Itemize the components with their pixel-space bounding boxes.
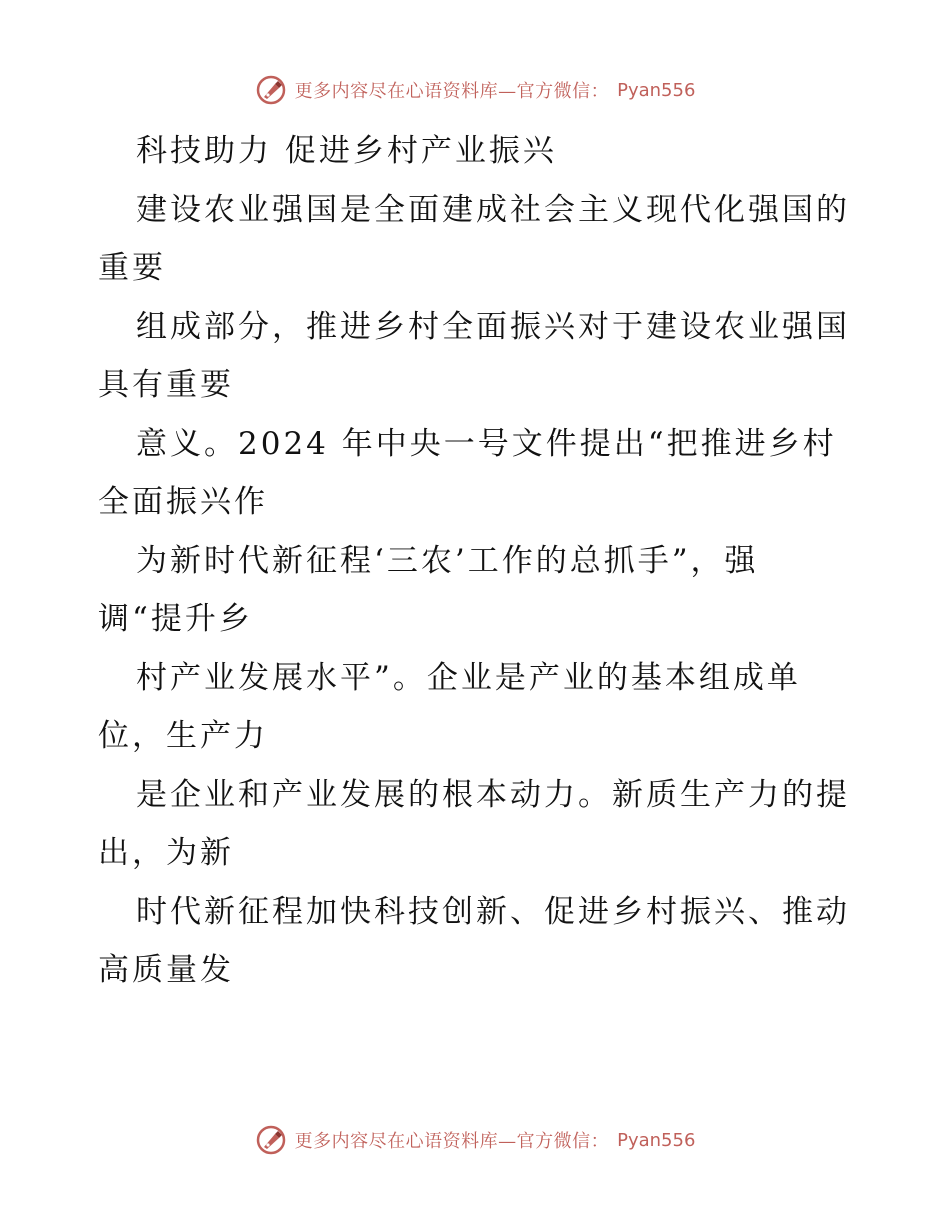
header-watermark xyxy=(0,70,950,110)
pen-nib-seal-icon xyxy=(255,1124,287,1156)
paragraph-line: 时代新征程加快科技创新、促进乡村振兴、推动 xyxy=(136,893,850,930)
paragraph-line: 村产业发展水平”。企业是产业的基本组成单 xyxy=(136,659,801,696)
paragraph-line: 位，生产力 xyxy=(98,718,268,754)
footer-watermark xyxy=(0,1120,950,1160)
paragraph-line: 是企业和产业发展的根本动力。新质生产力的提 xyxy=(136,776,850,813)
watermark-account: Pyan556 xyxy=(617,79,696,101)
paragraph-line: 调“提升乡 xyxy=(98,601,253,637)
paragraph-line: 建设农业强国是全面建成社会主义现代化强国的 xyxy=(136,191,850,228)
paragraph-line: 具有重要 xyxy=(98,367,234,403)
watermark-account: Pyan556 xyxy=(617,1129,696,1151)
watermark-text: 更多内容尽在心语资料库—官方微信： xyxy=(294,81,610,102)
paragraph-line: 全面振兴作 xyxy=(98,484,268,520)
paragraph-line: 出，为新 xyxy=(98,835,234,871)
watermark-text: 更多内容尽在心语资料库—官方微信： xyxy=(294,1131,610,1152)
document-title: 科技助力 促进乡村产业振兴 xyxy=(136,133,557,169)
paragraph-line: 重要 xyxy=(98,250,166,286)
paragraph-line: 组成部分，推进乡村全面振兴对于建设农业强国 xyxy=(136,308,850,345)
pen-nib-seal-icon xyxy=(255,74,287,106)
document-body xyxy=(98,122,858,1000)
paragraph-line: 高质量发 xyxy=(98,952,234,988)
paragraph-line: 为新时代新征程‘三农’工作的总抓手”，强 xyxy=(136,542,759,579)
paragraph-line: 意义。2024 年中央一号文件提出“把推进乡村 xyxy=(136,425,837,462)
